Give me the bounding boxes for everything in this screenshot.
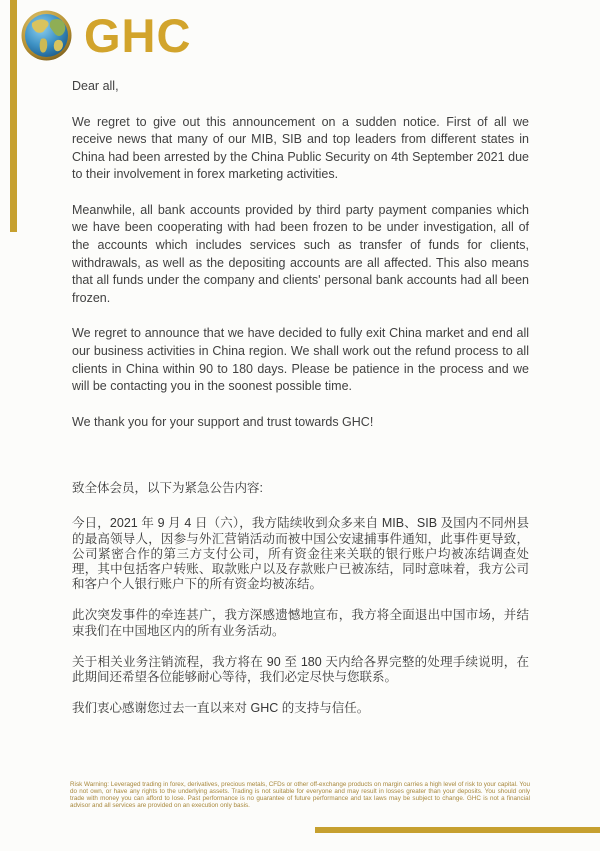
left-gold-accent-bar bbox=[10, 0, 17, 232]
risk-warning-footer: Risk Warning: Leveraged trading in forex, derivatives, precious metals, CFDs or other off-exchange products on margin carries a high level of risk to your capital. You do not own, or have any rights to the underlying assets. Trading is not suitable for everyone and may result in losses greater than your deposits. You should only trade with money you can afford to lose. Past performance is no guarantee of future performance and tax laws may be subject to change. GHC is not a financial advisor and all services are provided on an execution only basis. bbox=[70, 781, 530, 809]
english-paragraph-4: We thank you for your support and trust towards GHC! bbox=[72, 414, 374, 429]
english-paragraph-3: We regret to announce that we have decided to fully exit China market and end all our business activities in China region. We shall work out the refund process to all clients in China within 90 to 180 days. Please be patience in the process and we will be contacting you in the soonest possible time. bbox=[72, 326, 529, 394]
bottom-gold-accent-bar bbox=[315, 827, 600, 833]
globe-icon bbox=[21, 10, 72, 61]
chinese-paragraph-2: 此次突发事件的牵连甚广，我方深感遗憾地宣布，我方将全面退出中国市场，并结束我们在中国地区内的所有业务活动。 bbox=[72, 608, 529, 638]
salutation: Dear all, bbox=[72, 79, 119, 93]
brand-name: GHC bbox=[84, 9, 192, 62]
letter-body bbox=[72, 78, 529, 732]
english-paragraph-1: We regret to give out this announcement on a sudden notice. First of all we receive news that many of our MIB, SIB and top leaders from different states in China had been arrested by the China Public Security on 4th September 2021 due to their involvement in forex marketing activities. bbox=[72, 114, 529, 182]
brand-logo bbox=[21, 10, 191, 61]
english-paragraph-2: Meanwhile, all bank accounts provided by third party payment companies which we have been cooperating with had been frozen to be under investigation, all of the accounts which includes services such as transfer of funds for clients, withdrawals, as well as the depositing accounts are all affected. This also means that all funds under the company and clients' personal bank accounts had all been frozen. bbox=[72, 202, 529, 305]
chinese-heading: 致全体会员，以下为紧急公告内容: bbox=[72, 481, 263, 496]
chinese-paragraph-3: 关于相关业务注销流程，我方将在 90 至 180 天内给各界完整的处理手续说明，在此期间还希望各位能够耐心等待，我们必定尽快与您联系。 bbox=[72, 654, 529, 685]
chinese-paragraph-4: 我们衷心感谢您过去一直以来对 GHC 的支持与信任。 bbox=[72, 701, 370, 716]
chinese-paragraph-1: 今日，2021 年 9 月 4 日（六），我方陆续收到众多来自 MIB、SIB 及国内不同州县的最高领导人，因参与外汇营销活动而被中国公安逮捕事件通知，此事件更导致，公司紧密合作的第三方支付公司，所有资金往来关联的银行账户均被冻结调查处理，其中包括客户转账、取款账户以及存款账户已被冻结，同时意味着，我方公司和客户个人银行账户下的所有资金均被冻结。 bbox=[72, 516, 529, 592]
